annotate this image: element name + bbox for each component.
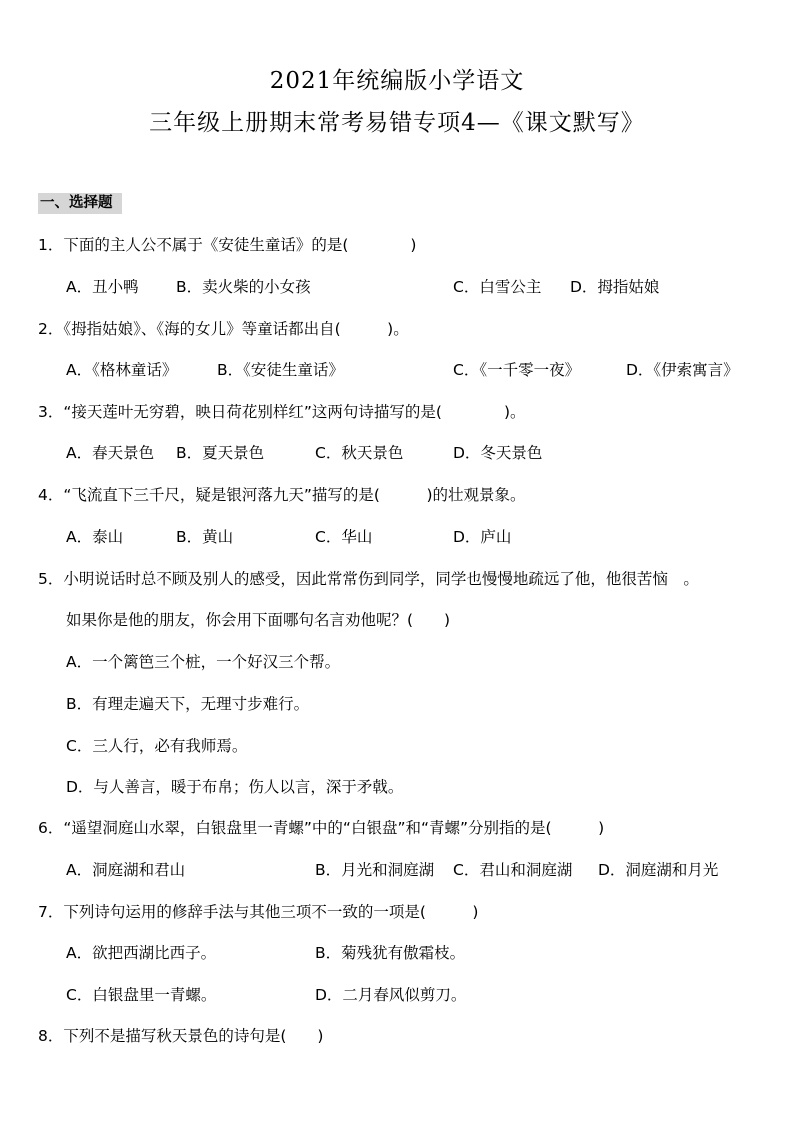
section-heading: 一、选择题 (38, 193, 122, 214)
question-3-option-a: A．春天景色 (66, 444, 155, 462)
question-7-option-c: C．白银盘里一青螺。 (66, 986, 217, 1004)
question-2-option-c: C．《一千零一夜》 (453, 361, 581, 379)
question-7-option-d: D．二月春风似剪刀。 (315, 986, 467, 1004)
question-4-option-c: C．华山 (315, 528, 373, 546)
document-title: 2021年统编版小学语文 (269, 68, 525, 94)
question-7-stem: 7．下列诗句运用的修辞手法与其他三项不一致的一项是( ) (38, 903, 479, 921)
question-4-option-b: B．黄山 (176, 528, 234, 546)
question-3-stem: 3．“接天莲叶无穷碧，映日荷花别样红”这两句诗描写的是( )。 (38, 403, 526, 421)
question-3-option-c: C．秋天景色 (315, 444, 404, 462)
question-3-option-d: D．冬天景色 (453, 444, 543, 462)
question-1-stem: 1．下面的主人公不属于《安徒生童话》的是( ) (38, 236, 417, 254)
document-subtitle: 三年级上册期末常考易错专项4—《课文默写》 (149, 110, 645, 136)
question-2-option-d: D．《伊索寓言》 (626, 361, 739, 379)
question-7-option-a: A．欲把西湖比西子。 (66, 944, 217, 962)
question-6-option-d: D．洞庭湖和月光 (598, 861, 719, 879)
question-6-option-b: B．月光和洞庭湖 (315, 861, 435, 879)
question-4-option-a: A．泰山 (66, 528, 124, 546)
question-5-stem-continued: 如果你是他的朋友，你会用下面哪句名言劝他呢？( ) (66, 611, 451, 629)
question-5-stem: 5．小明说话时总不顾及别人的感受，因此常常伤到同学，同学也慢慢地疏远了他，他很苦恼 。 (38, 570, 699, 588)
question-1-option-c: C．白雪公主 (453, 278, 542, 296)
question-5-option-d: D．与人善言，暖于布帛；伤人以言，深于矛戟。 (66, 778, 404, 796)
question-6-stem: 6．“遥望洞庭山水翠，白银盘里一青螺”中的“白银盘”和“青螺”分别指的是( ) (38, 819, 605, 837)
question-4-stem: 4．“飞流直下三千尺，疑是银河落九天”描写的是( )的壮观景象。 (38, 486, 526, 504)
question-2-stem: 2．《拇指姑娘》、《海的女儿》等童话都出自( )。 (38, 320, 409, 338)
question-6-option-c: C．君山和洞庭湖 (453, 861, 573, 879)
question-3-option-b: B．夏天景色 (176, 444, 265, 462)
question-1-option-d: D．拇指姑娘 (570, 278, 660, 296)
question-2-option-a: A．《格林童话》 (66, 361, 178, 379)
question-5-option-b: B．有理走遍天下，无理寸步难行。 (66, 695, 310, 713)
question-2-option-b: B．《安徒生童话》 (217, 361, 344, 379)
question-1-option-a: A．丑小鸭 (66, 278, 139, 296)
question-8-stem: 8．下列不是描写秋天景色的诗句是( ) (38, 1027, 324, 1045)
question-6-option-a: A．洞庭湖和君山 (66, 861, 186, 879)
question-5-option-a: A．一个篱笆三个桩，一个好汉三个帮。 (66, 653, 341, 671)
question-4-option-d: D．庐山 (453, 528, 512, 546)
question-7-option-b: B．菊残犹有傲霜枝。 (315, 944, 466, 962)
question-5-option-c: C．三人行，必有我师焉。 (66, 737, 248, 755)
question-1-option-b: B．卖火柴的小女孩 (176, 278, 311, 296)
